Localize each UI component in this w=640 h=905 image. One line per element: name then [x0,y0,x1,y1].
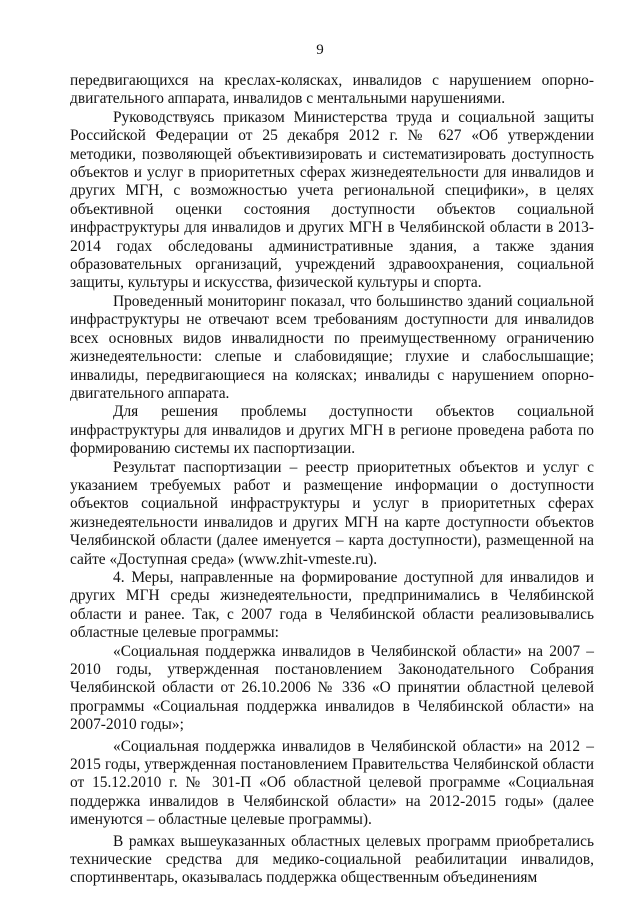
paragraph-program-2007-2010: «Социальная поддержка инвалидов в Челябинской области» на 2007 – 2010 годы, утвержденная постановлением Законодательного Собрания Челябинской области от 26.10.2006 № 336 «О принятии областной целевой программы «Социальная поддержка инвалидов в Челябинской области» на 2007-2010 годы»; [70,642,594,734]
document-body [70,72,594,888]
paragraph-program-2012-2015: «Социальная поддержка инвалидов в Челябинской области» на 2012 – 2015 годы, утвержденная постановлением Правительства Челябинской области от 15.12.2010 г. № 301-П «Об областной целевой программе «Социальная поддержка инвалидов в Челябинской области» на 2012-2015 годы» (далее именуются – областные целевые программы). [70,737,594,829]
paragraph-monitoring-results: Проведенный мониторинг показал, что большинство зданий социальной инфраструктуры не отвечают всем требованиям доступности для инвалидов всех основных видов инвалидности по преимущественному ограничению жизнедеятельности: слепые и слабовидящие; глухие и слабослышащие; инвалиды, передвигающиеся на колясках; инвалиды с нарушением опорно-двигательного аппарата. [70,292,594,402]
paragraph-measures: 4. Меры, направленные на формирование доступной для инвалидов и других МГН среды жизнедеятельности, предпринимались в Челябинской области и ранее. Так, с 2007 года в Челябинской области реализовывались областные целевые программы: [70,568,594,642]
page-number: 9 [316,42,324,58]
paragraph-continuation: передвигающихся на креслах-колясках, инвалидов с нарушением опорно-двигательного аппарата, инвалидов с ментальными нарушениями. [70,72,594,108]
paragraph-program-activities: В рамках вышеуказанных областных целевых программ приобретались технические средства для медико-социальной реабилитации инвалидов, спортинвентарь, оказывалась поддержка общественным объединениям [70,832,594,887]
paragraph-methodology-order: Руководствуясь приказом Министерства труда и социальной защиты Российской Федерации от 25 декабря 2012 г. № 627 «Об утверждении методики, позволяющей объективизировать и систематизировать доступность объектов и услуг в приоритетных сферах жизнедеятельности для инвалидов и других МГН, с возможностью учета региональной специфики», в целях объективной оценки состояния доступности объектов социальной инфраструктуры для инвалидов и других МГН в Челябинской области в 2013-2014 годах обследованы административные здания, а также здания образовательных организаций, учреждений здравоохранения, социальной защиты, культуры и искусства, физической культуры и спорта. [70,108,594,292]
paragraph-passport-system: Для решения проблемы доступности объектов социальной инфраструктуры для инвалидов и других МГН в регионе проведена работа по формированию системы их паспортизации. [70,403,594,458]
paragraph-passport-result: Результат паспортизации – реестр приоритетных объектов и услуг с указанием требуемых работ и размещение информации о доступности объектов социальной инфраструктуры и услуг в приоритетных сферах жизнедеятельности инвалидов и других МГН на карте доступности объектов Челябинской области (далее именуется – карта доступности), размещенной на сайте «Доступная среда» (www.zhit-vmeste.ru). [70,458,594,568]
